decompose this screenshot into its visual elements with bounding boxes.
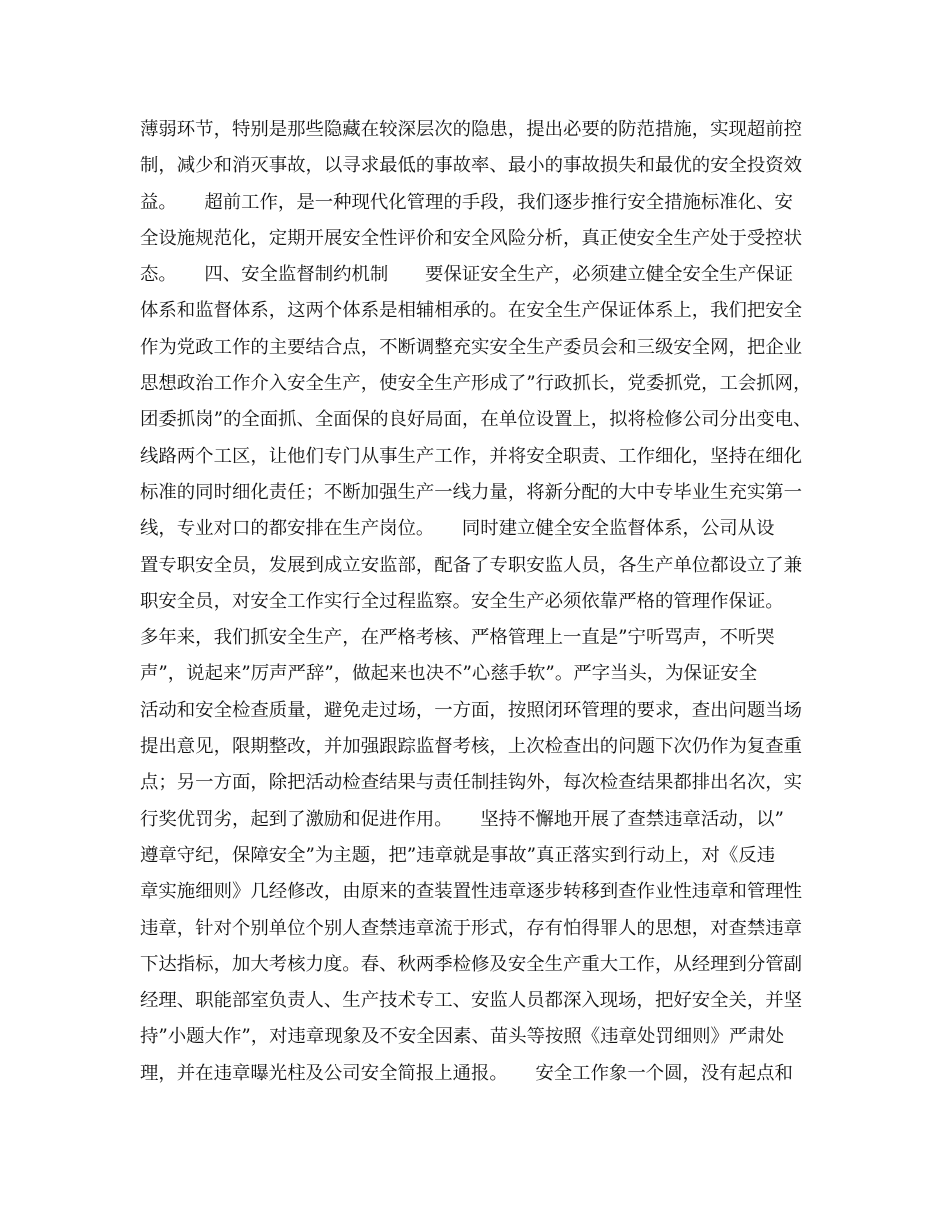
text-line: 遵章守纪，保障安全”为主题，把”违章就是事故”真正落实到行动上，对《反违 bbox=[140, 844, 776, 866]
body-text bbox=[140, 112, 830, 1092]
text-line: 理，并在违章曝光柱及公司安全简报上通报。 安全工作象一个圆，没有起点和 bbox=[140, 1062, 793, 1084]
text-line: 经理、职能部室负责人、生产技术专工、安监人员都深入现场，把好安全关，并坚 bbox=[140, 990, 803, 1012]
text-line: 制，减少和消灭事故，以寻求最低的事故率、最小的事故损失和最优的安全投资效 bbox=[140, 155, 803, 177]
text-line: 置专职安全员，发展到成立安监部，配备了专职安监人员，各生产单位都设立了兼 bbox=[140, 554, 803, 576]
text-line: 违章，针对个别单位个别人查禁违章流于形式，存有怕得罪人的思想，对查禁违章 bbox=[140, 917, 803, 939]
text-line: 提出意见，限期整改，并加强跟踪监督考核，上次检查出的问题下次仍作为复查重 bbox=[140, 736, 803, 758]
text-line: 线路两个工区，让他们专门从事生产工作，并将安全职责、工作细化，坚持在细化 bbox=[140, 445, 803, 467]
text-line: 行奖优罚劣，起到了激励和促进作用。 坚持不懈地开展了查禁违章活动，以” bbox=[140, 808, 784, 830]
text-line: 线，专业对口的都安排在生产岗位。 同时建立健全安全监督体系，公司从设 bbox=[140, 518, 775, 540]
text-line: 下达指标，加大考核力度。春、秋两季检修及安全生产重大工作，从经理到分管副 bbox=[140, 953, 803, 975]
text-line: 益。 超前工作，是一种现代化管理的手段，我们逐步推行安全措施标准化、安 bbox=[140, 191, 793, 213]
text-line: 持”小题大作”，对违章现象及不安全因素、苗头等按照《违章处罚细则》严肃处 bbox=[140, 1026, 785, 1048]
text-line: 体系和监督体系，这两个体系是相辅相承的。在安全生产保证体系上，我们把安全 bbox=[140, 300, 803, 322]
text-line: 团委抓岗”的全面抓、全面保的良好局面，在单位设置上，拟将检修公司分出变电、 bbox=[140, 409, 812, 431]
text-line: 思想政治工作介入安全生产，使安全生产形成了”行政抓长，党委抓党，工会抓网， bbox=[140, 373, 812, 395]
text-line: 活动和安全检查质量，避免走过场，一方面，按照闭环管理的要求，查出问题当场 bbox=[140, 699, 803, 721]
text-line: 职安全员，对安全工作实行全过程监察。安全生产必须依靠严格的管理作保证。 bbox=[140, 590, 784, 612]
text-line: 章实施细则》几经修改，由原来的查装置性违章逐步转移到查作业性违章和管理性 bbox=[140, 881, 803, 903]
text-line: 全设施规范化，定期开展安全性评价和安全风险分析，真正使安全生产处于受控状 bbox=[140, 227, 803, 249]
text-line: 声”，说起来”厉声严辞”，做起来也决不”心慈手软”。严字当头，为保证安全 bbox=[140, 663, 758, 685]
text-line: 薄弱环节，特别是那些隐藏在较深层次的隐患，提出必要的防范措施，实现超前控 bbox=[140, 119, 803, 140]
text-line: 态。 四、安全监督制约机制 要保证安全生产，必须建立健全安全生产保证 bbox=[140, 264, 793, 286]
text-line: 作为党政工作的主要结合点，不断调整充实安全生产委员会和三级安全网，把企业 bbox=[140, 336, 803, 358]
text-line: 标准的同时细化责任；不断加强生产一线力量，将新分配的大中专毕业生充实第一 bbox=[140, 481, 803, 503]
text-line: 点；另一方面，除把活动检查结果与责任制挂钩外，每次检查结果都排出名次，实 bbox=[140, 772, 803, 794]
text-line: 多年来，我们抓安全生产，在严格考核、严格管理上一直是”宁听骂声，不听哭 bbox=[140, 627, 775, 649]
